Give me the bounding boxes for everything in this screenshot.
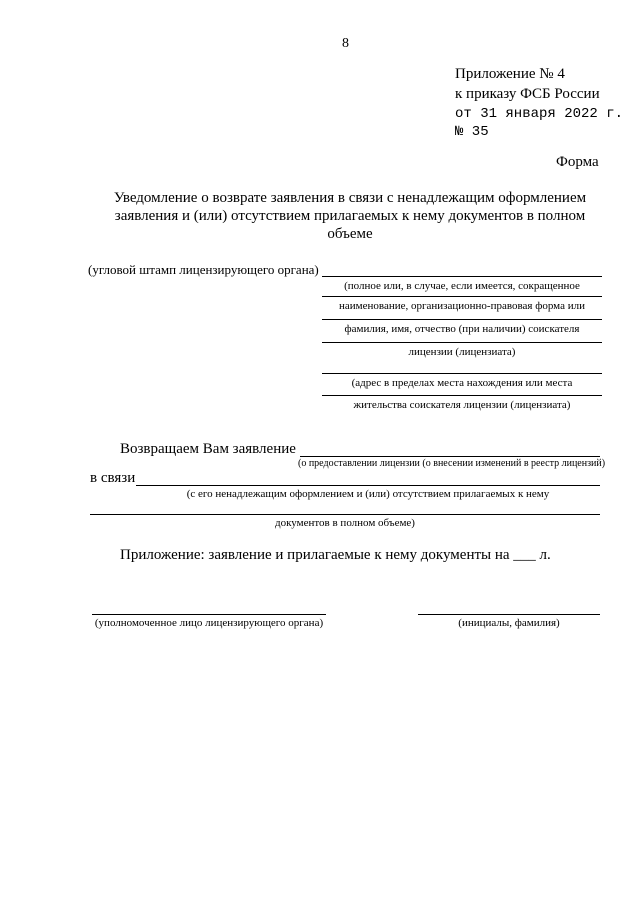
address-line-1 xyxy=(322,373,602,374)
return-application-line xyxy=(300,456,600,457)
recipient-line-1 xyxy=(322,276,602,277)
form-label: Форма xyxy=(556,154,599,170)
title-line-1: Уведомление о возврате заявления в связи с ненадлежащим оформлением xyxy=(113,190,587,206)
return-text: Возвращаем Вам заявление xyxy=(120,441,296,457)
title-line-2: заявления и (или) отсутствием прилагаемых к нему документов в полном xyxy=(114,208,586,224)
name-caption: (инициалы, фамилия) xyxy=(458,617,560,629)
header-order: к приказу ФСБ России xyxy=(455,86,600,102)
title-line-3: объеме xyxy=(327,226,373,242)
name-signature-line xyxy=(418,614,600,615)
reason-caption: (с его ненадлежащим оформлением и (или) отсутствием прилагаемых к нему xyxy=(186,488,550,500)
header-appendix: Приложение № 4 xyxy=(455,66,565,82)
address-line-2 xyxy=(322,395,602,396)
recipient-caption-1: (полное или, в случае, если имеется, сокращенное xyxy=(344,280,580,292)
official-signature-line xyxy=(92,614,326,615)
recipient-caption-2: наименование, организационно-правовая форма или xyxy=(339,300,585,312)
attachment-text: Приложение: заявление и прилагаемые к нему документы на ___ л. xyxy=(120,547,551,563)
address-caption-1: (адрес в пределах места нахождения или места xyxy=(351,377,573,389)
header-date: от 31 января 2022 г. xyxy=(455,106,624,122)
recipient-line-2 xyxy=(322,296,602,297)
reason-prefix: в связи xyxy=(90,470,136,486)
stamp-caption: (угловой штамп лицензирующего органа) xyxy=(88,262,319,277)
header-number: № 35 xyxy=(455,124,489,140)
recipient-line-3 xyxy=(322,319,602,320)
return-caption: (о предоставлении лицензии (о внесении изменений в реестр лицензий) xyxy=(298,458,606,469)
recipient-caption-3: фамилия, имя, отчество (при наличии) соискателя xyxy=(344,323,580,335)
reason-line-2 xyxy=(90,514,600,515)
reason-caption-2: документов в полном объеме) xyxy=(275,517,415,529)
reason-line-1 xyxy=(136,485,600,486)
recipient-caption-4: лицензии (лицензиата) xyxy=(408,346,516,358)
address-caption-2: жительства соискателя лицензии (лицензиата) xyxy=(353,399,571,411)
official-caption: (уполномоченное лицо лицензирующего органа) xyxy=(94,617,324,629)
recipient-line-4 xyxy=(322,342,602,343)
page-number: 8 xyxy=(342,36,349,51)
